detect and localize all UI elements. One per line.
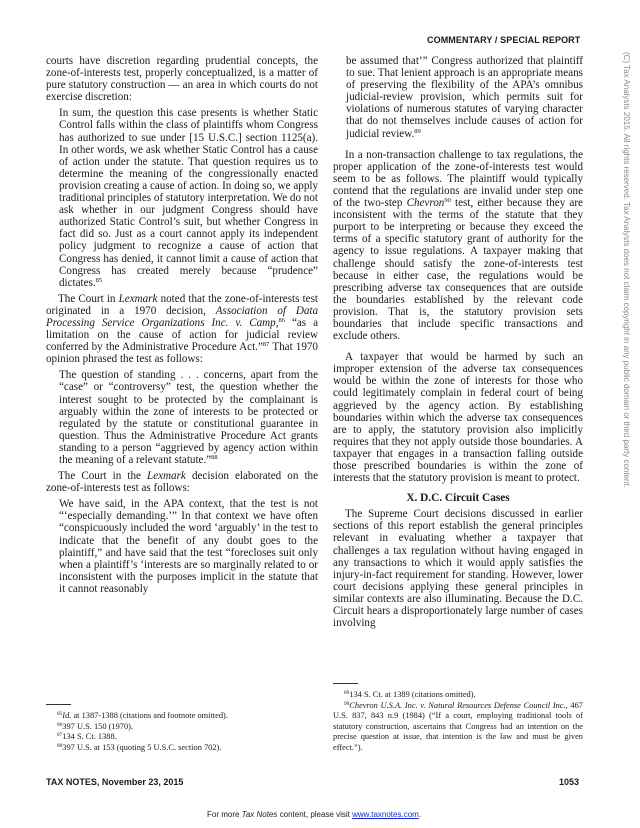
text: test, either because they are inconsistent with the terms of the statute that they purport to be interpreting or because they exceed the terms of a specific statutory grant of authority for the agency to issue regulations. A taxpayer making that challenge should satisfy the zone-of-interests test because in either case, the regulations would be prescribing adverse tax consequences that are outside the boundaries established by the relevant code provision. That is, the statutory provision sets boundaries that include specific transactions and exclude others. xyxy=(333,197,583,343)
promo-text: For more xyxy=(207,810,242,819)
footnote xyxy=(46,732,318,743)
paragraph: courts have discretion regarding prudential concepts, the zone-of-interests test, properly conceptualized, is a matter of pure statutory construction — an area in which courts do not exercise discretion: xyxy=(46,55,318,104)
footnote-number: 90 xyxy=(344,700,350,707)
footnotes-right xyxy=(333,690,583,754)
promo-line xyxy=(207,810,421,819)
text: In a non-transaction challenge to tax regulations, the proper application of the zone-of-interests test would seem to be as follows. The plaintiff would typically contend that the regulations are invalid under step one of the two-step xyxy=(333,148,583,210)
case-name: Chevron xyxy=(406,197,445,210)
footnote xyxy=(46,743,318,754)
footnote-text: 397 U.S. at 153 (quoting 5 U.S.C. section 702). xyxy=(62,742,222,752)
promo-text: . xyxy=(418,810,422,819)
quote-text: We have said, in the APA context, that the test is not “‘especially demanding.’” In that context we have often “conspicuously included the word ‘arguably’ in the test to indicate that the benefit of any doubt goes to the plaintiff,” and have said that the test “forecloses suit only when a plaintiff’s ‘interests are so marginally related to or inconsistent with the purposes implicit in the statute that it cannot reasonably xyxy=(59,498,318,595)
paragraph xyxy=(333,149,583,343)
footnotes-left xyxy=(46,711,318,753)
footnote-text: 134 S. Ct. at 1389 (citations omitted). xyxy=(349,690,476,699)
case-name: Association of Data Processing Service Organizations Inc. v. Camp xyxy=(46,304,319,329)
text: decision elaborated on the zone-of-interests test as follows: xyxy=(46,470,318,495)
text: The Court in the xyxy=(58,470,148,483)
footnote-ref[interactable]: 86 xyxy=(278,316,285,324)
text: , xyxy=(275,316,279,329)
footnote-divider xyxy=(333,683,358,684)
footnote-ref[interactable]: 87 xyxy=(262,341,270,349)
running-head: COMMENTARY / SPECIAL REPORT xyxy=(427,35,581,45)
copyright-notice: (C) Tax Analysts 2015. All rights reserved. Tax Analysts does not claim copyright in any public domain or third party content. xyxy=(622,52,631,488)
paragraph: The Supreme Court decisions discussed in earlier sections of this report establish the general principles relevant in evaluating whether a taxpayer that challenges a tax regulation without having engaged in any transactions to which it would apply satisfies the injury-in-fact requirement for standing. However, lower court decisions applying these general principles in similar contexts are also illuminating. Because the D.C. Circuit hears a disproportionately large number of cases involving xyxy=(333,508,583,630)
section-heading: X. D.C. Circuit Cases xyxy=(406,492,510,505)
footnote-divider xyxy=(46,704,71,705)
footnote-ref[interactable]: 90 xyxy=(444,197,451,205)
block-quote xyxy=(59,369,318,466)
block-quote xyxy=(59,498,318,595)
promo-brand: Tax Notes xyxy=(241,810,278,819)
footnote-number: 89 xyxy=(344,690,350,696)
page-number: 1053 xyxy=(559,777,580,787)
quote-text: The question of standing . . . concerns, apart from the “case” or “controversy” test, the question whether the interest sought to be protected by the complainant is arguably within the zone of interests to be protected or regulated by the statute or constitutional guarantee in question. Thus the Administrative Procedure Act grants standing to a person “aggrieved by agency action within the meaning of a relevant statute.” xyxy=(59,369,318,466)
left-column xyxy=(46,55,318,595)
footnote-ref[interactable]: 89 xyxy=(414,127,421,135)
case-name: Lexmark xyxy=(147,470,186,483)
block-quote xyxy=(59,107,318,288)
taxnotes-link[interactable]: www.taxnotes.com xyxy=(352,810,419,819)
paragraph xyxy=(46,293,318,366)
footnote-italic: Id. xyxy=(62,711,72,720)
right-column xyxy=(333,55,583,629)
text: The Court in xyxy=(58,292,119,305)
publication-footer: TAX NOTES, November 23, 2015 xyxy=(46,777,184,787)
footnote xyxy=(333,701,583,754)
footnote-ref[interactable]: 85 xyxy=(95,276,103,284)
footnote-italic: Chevron U.S.A. Inc. v. Natural Resources Defense Council Inc., xyxy=(349,700,568,710)
text: “as a limitation on the cause of action for judicial review conferred by the Administrative Procedure Act.” xyxy=(46,316,319,354)
footnote xyxy=(46,711,318,722)
footnote-text: 134 S. Ct. 1388. xyxy=(62,732,117,742)
paragraph xyxy=(46,470,318,494)
footnote-number: 88 xyxy=(57,742,63,749)
block-quote-continued xyxy=(346,55,583,140)
footnote-number: 86 xyxy=(57,721,63,728)
footnote xyxy=(46,722,318,733)
footnote-text: 397 U.S. 150 (1970). xyxy=(62,721,134,731)
footnote-number: 85 xyxy=(57,711,63,717)
quote-text: be assumed that’” Congress authorized that plaintiff to sue. That lenient approach is an appropriate means of preserving the flexibility of the APA’s omnibus judicial-review provision, which permits suit for violations of numerous statutes of varying character that do not themselves include causes of action for judicial review. xyxy=(346,55,583,140)
paragraph: A taxpayer that would be harmed by such an improper extension of the adverse tax consequences would be within the zone of interests for those who could legitimately complain in federal court of being aggrieved by the agency action. By establishing boundaries within which the adverse tax consequences are to apply, the statutory provision also implicitly requires that they not apply outside those boundaries. A taxpayer that engages in a transaction falling outside those prescribed boundaries is within the zone of interests that the statutory provision is meant to protect. xyxy=(333,351,583,485)
text: That 1970 opinion phrased the test as follows: xyxy=(46,341,318,366)
footnote xyxy=(333,690,583,701)
footnote-text: at 1387-1388 (citations and footnote omitted). xyxy=(71,711,228,720)
text: noted that the zone-of-interests test originated in a 1970 decision, xyxy=(46,292,318,317)
footnote-text: 467 U.S. 837, 843 n.9 (1984) (“If a court, employing traditional tools of statutory construction, ascertains that Congress had an intention on the precise question at issue, that intention is the law and must be given effect.”). xyxy=(333,700,583,752)
footnote-ref[interactable]: 88 xyxy=(211,454,218,461)
case-name: Lexmark xyxy=(118,292,158,305)
quote-text: In sum, the question this case presents is whether Static Control falls within the class of plaintiffs whom Congress has authorized to sue under [15 U.S.C.] section 1125(a). In other words, we ask whether Static Control has a cause of action under the statute. That question requires us to determine the meaning of the congressionally enacted provision creating a cause of action. In doing so, we apply traditional principles of statutory interpretation. We do not ask whether in our judgment Congress should have authorized Static Control’s suit, but whether Congress in fact did so. Just as a court cannot apply its independent policy judgment to recognize a cause of action that Congress has denied, it cannot limit a cause of action that Congress has created merely because “prudence” dictates. xyxy=(59,107,318,289)
promo-text: content, please visit xyxy=(277,810,353,819)
footnote-number: 87 xyxy=(57,732,63,739)
